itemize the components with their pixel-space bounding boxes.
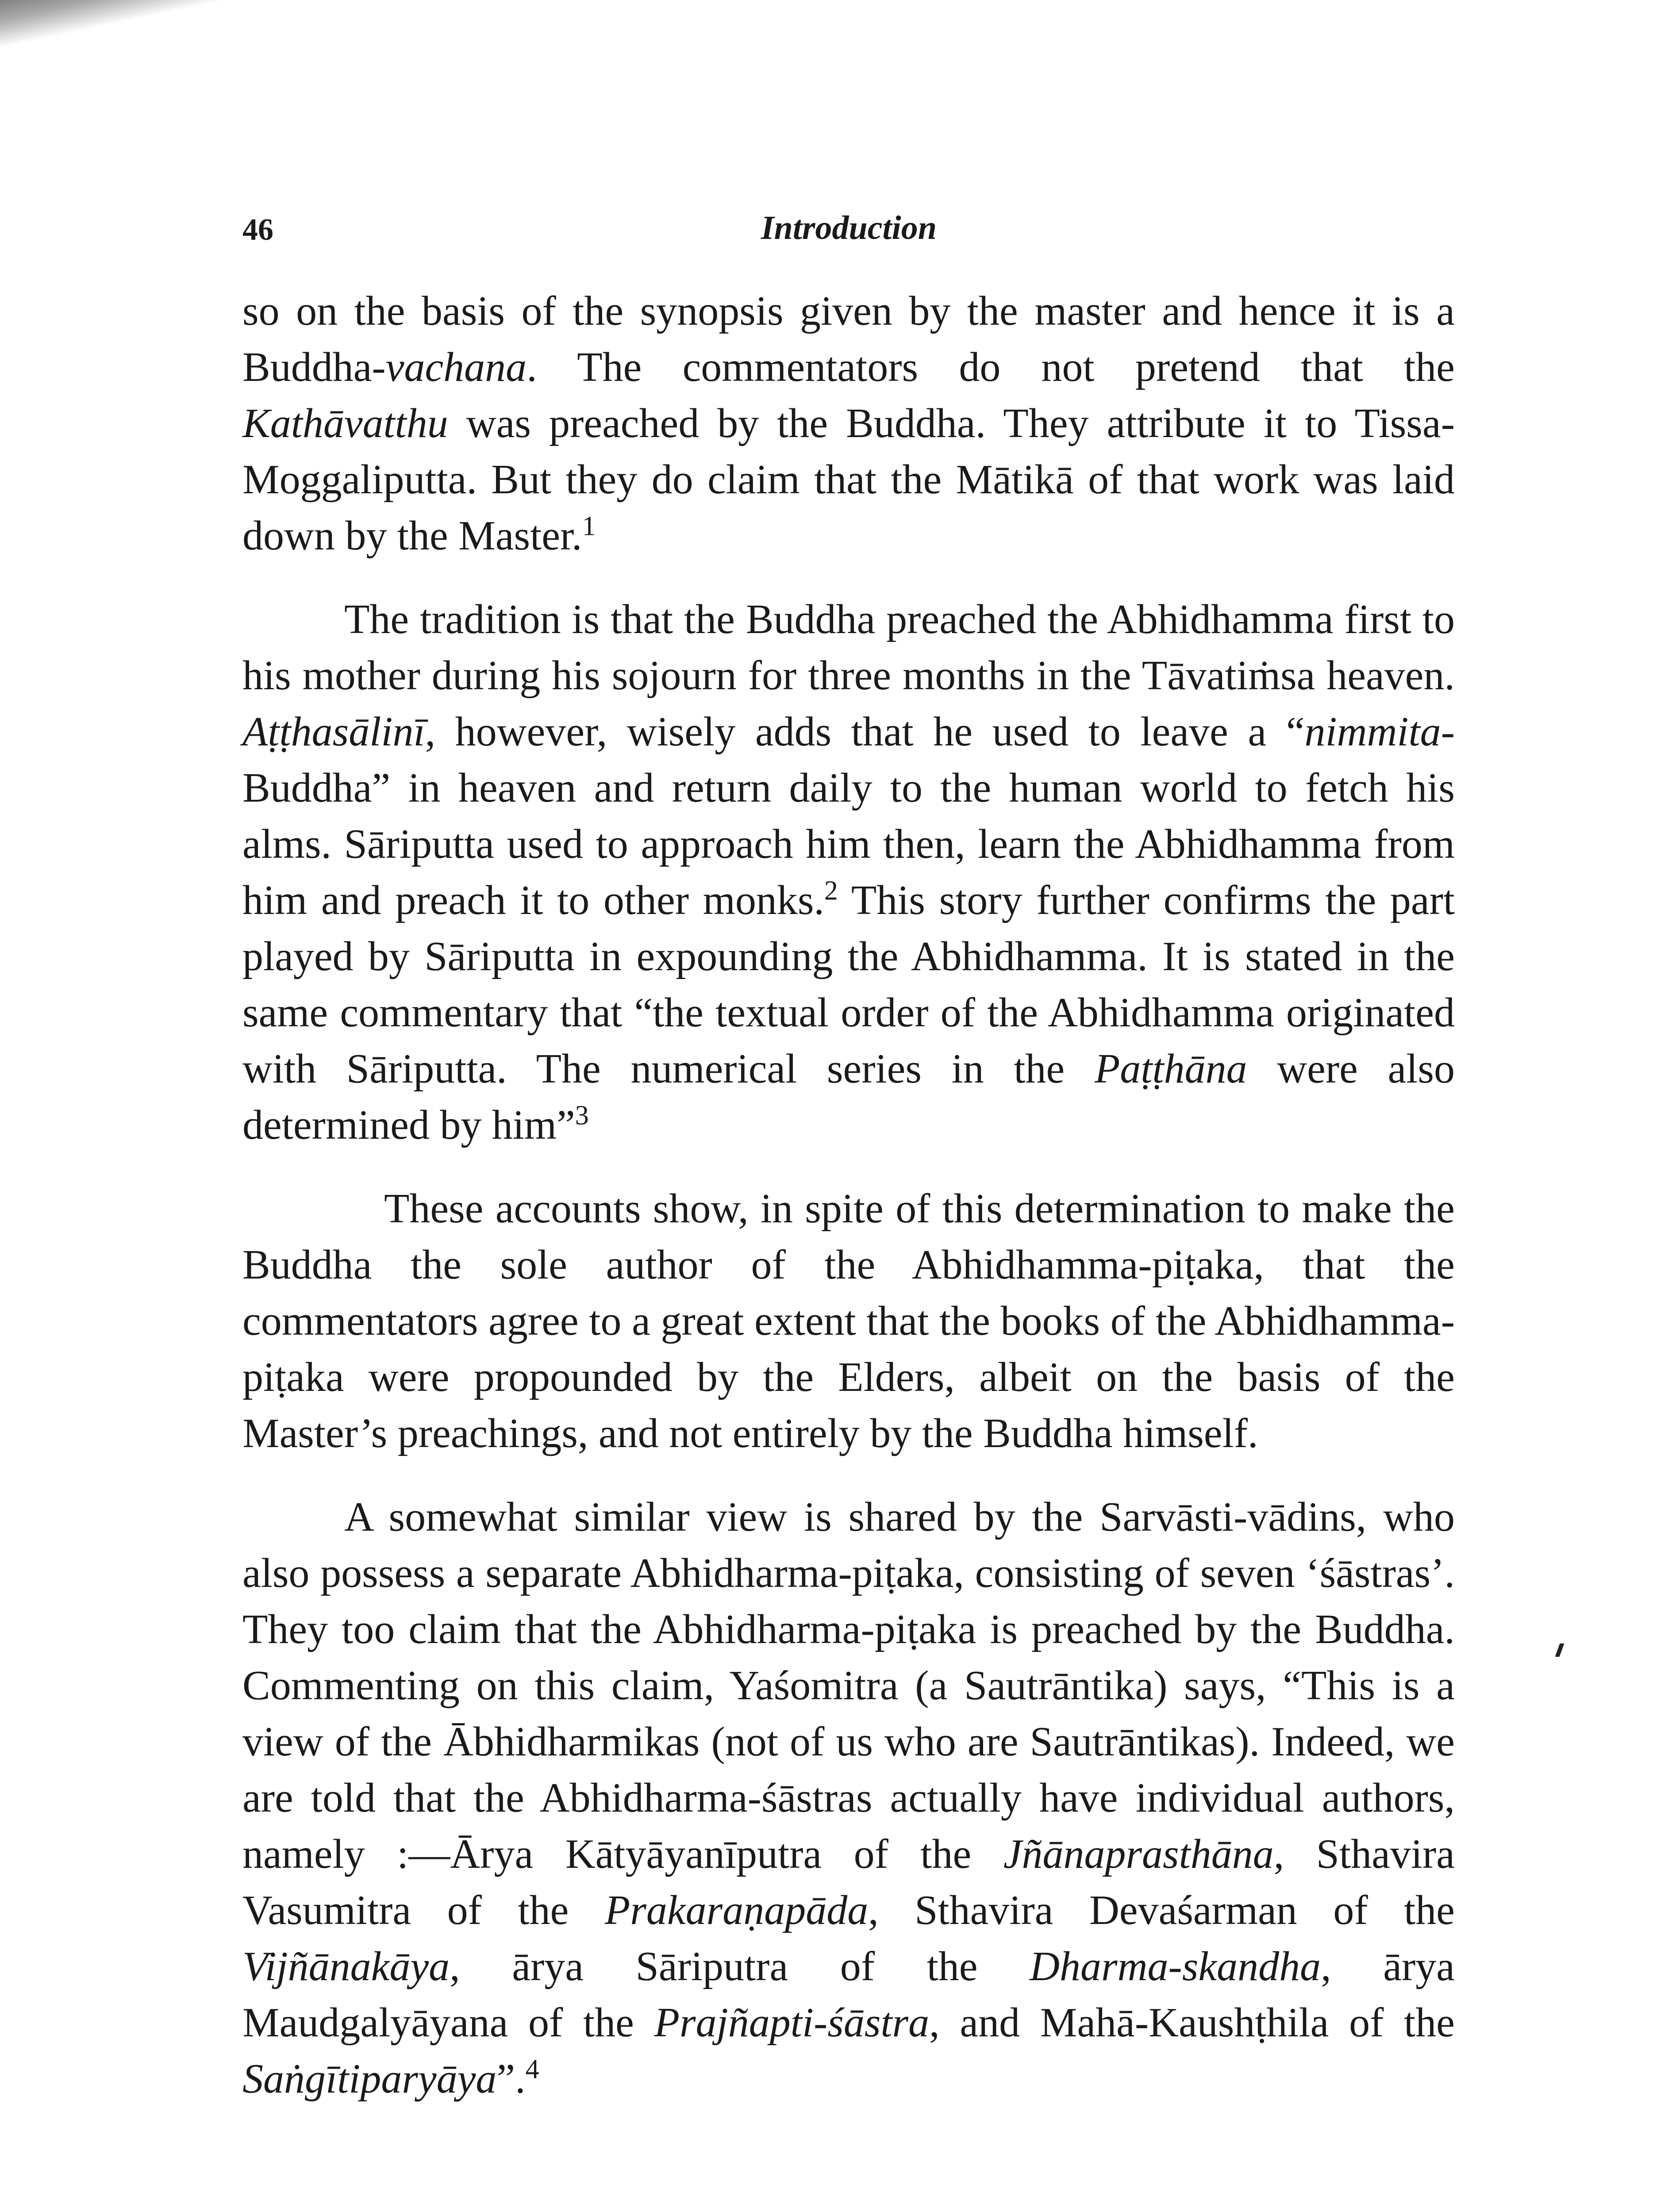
text-run: , ārya Sāriputra of the <box>450 1943 1030 1989</box>
text-run: A somewhat similar view is shared by the Sarvāsti-vādins, who also possess a separate Abhidharma-piṭaka, consisting of seven ‘śāstras’. They too claim that the Abhidharma-piṭaka is preached by the Buddha. Commenting on this claim, Yaśomitra (a Sautrāntika) says, “This is a view of the Ābhidharmikas (not of us who are Sautrāntikas). Indeed, we are told that the Abhidharma-śāstras actually have individual authors, namely :—Ārya Kātyāyanīputra of the <box>242 1494 1455 1877</box>
footnote-ref: 2 <box>824 876 838 906</box>
text-run: , ārya Maudgalyāyana of the <box>242 1943 1455 2046</box>
italic-term: Dharma-skandha <box>1030 1943 1321 1989</box>
paragraph <box>242 591 1455 1153</box>
scan-shadow <box>0 0 248 62</box>
italic-term: Aṭṭhasālinī <box>242 709 425 755</box>
footnote-ref: 3 <box>575 1100 589 1131</box>
footnote-ref: 1 <box>582 511 596 541</box>
margin-mark <box>1555 1644 1564 1657</box>
text-run: , Sthavira Devaśarman of the <box>868 1887 1455 1933</box>
paragraph <box>242 1181 1455 1462</box>
paragraph <box>242 283 1455 564</box>
italic-term: Paṭṭhāna <box>1094 1046 1247 1092</box>
italic-term: Saṅgītiparyāya <box>242 2056 497 2102</box>
footnote-ref: 4 <box>525 2054 539 2085</box>
italic-term: Jñānaprasthāna <box>1003 1831 1274 1877</box>
text-run: so on the basis of the synopsis given by the master and hence it is a Buddha- <box>242 288 1455 390</box>
text-run: ”. <box>496 2056 526 2102</box>
text-run: This story further confirms the part played by Sāriputta in expounding the Abhidhamma. It is stated in the same commentary that “the textual order of the Abhidhamma originated with Sāriputta. The numerical series in the <box>242 877 1455 1092</box>
italic-term: Kathāvatthu <box>242 400 448 446</box>
text-run: , and Mahā-Kaushṭhila of the <box>929 2000 1455 2046</box>
text-run: The tradition is that the Buddha preached the Abhidhamma first to his mother during his sojourn for three months in the Tāvatiṁsa heaven. <box>242 596 1455 699</box>
italic-term: Prakaraṇapāda <box>604 1887 869 1933</box>
text-run: -Buddha” in heaven and return daily to the human world to fetch his alms. Sāriputta used to approach him then, learn the Abhidhamma from him and preach it to other monks. <box>242 709 1455 923</box>
italic-term: Vijñānakāya <box>242 1943 450 1989</box>
italic-term: nimmita <box>1304 709 1441 755</box>
page-number: 46 <box>242 213 273 247</box>
text-run: were also determined by him” <box>242 1046 1455 1148</box>
paragraph <box>242 1489 1455 2107</box>
text-run: , however, wisely adds that he used to leave a “ <box>425 709 1305 755</box>
text-run: These accounts show, in spite of this determination to make the Buddha the sole author of the Abhidhamma-piṭaka, that the commentators agree to a great extent that the books of the Abhidhamma-piṭaka were propounded by the Elders, albeit on the basis of the Master’s preachings, and not entirely by the Buddha himself. <box>242 1186 1455 1456</box>
text-run: . The commentators do not pretend that the <box>527 344 1455 390</box>
running-head: Introduction <box>761 209 937 246</box>
text-run: , Sthavira Vasumitra of the <box>242 1831 1455 1933</box>
text-run: was preached by the Buddha. They attribute it to Tissa-Moggaliputta. But they do claim that the Mātikā of that work was laid down by the Master. <box>242 400 1455 559</box>
italic-term: Prajñapti-śāstra <box>654 2000 930 2046</box>
body-text <box>242 283 1455 2135</box>
italic-term: vachana <box>385 344 527 390</box>
